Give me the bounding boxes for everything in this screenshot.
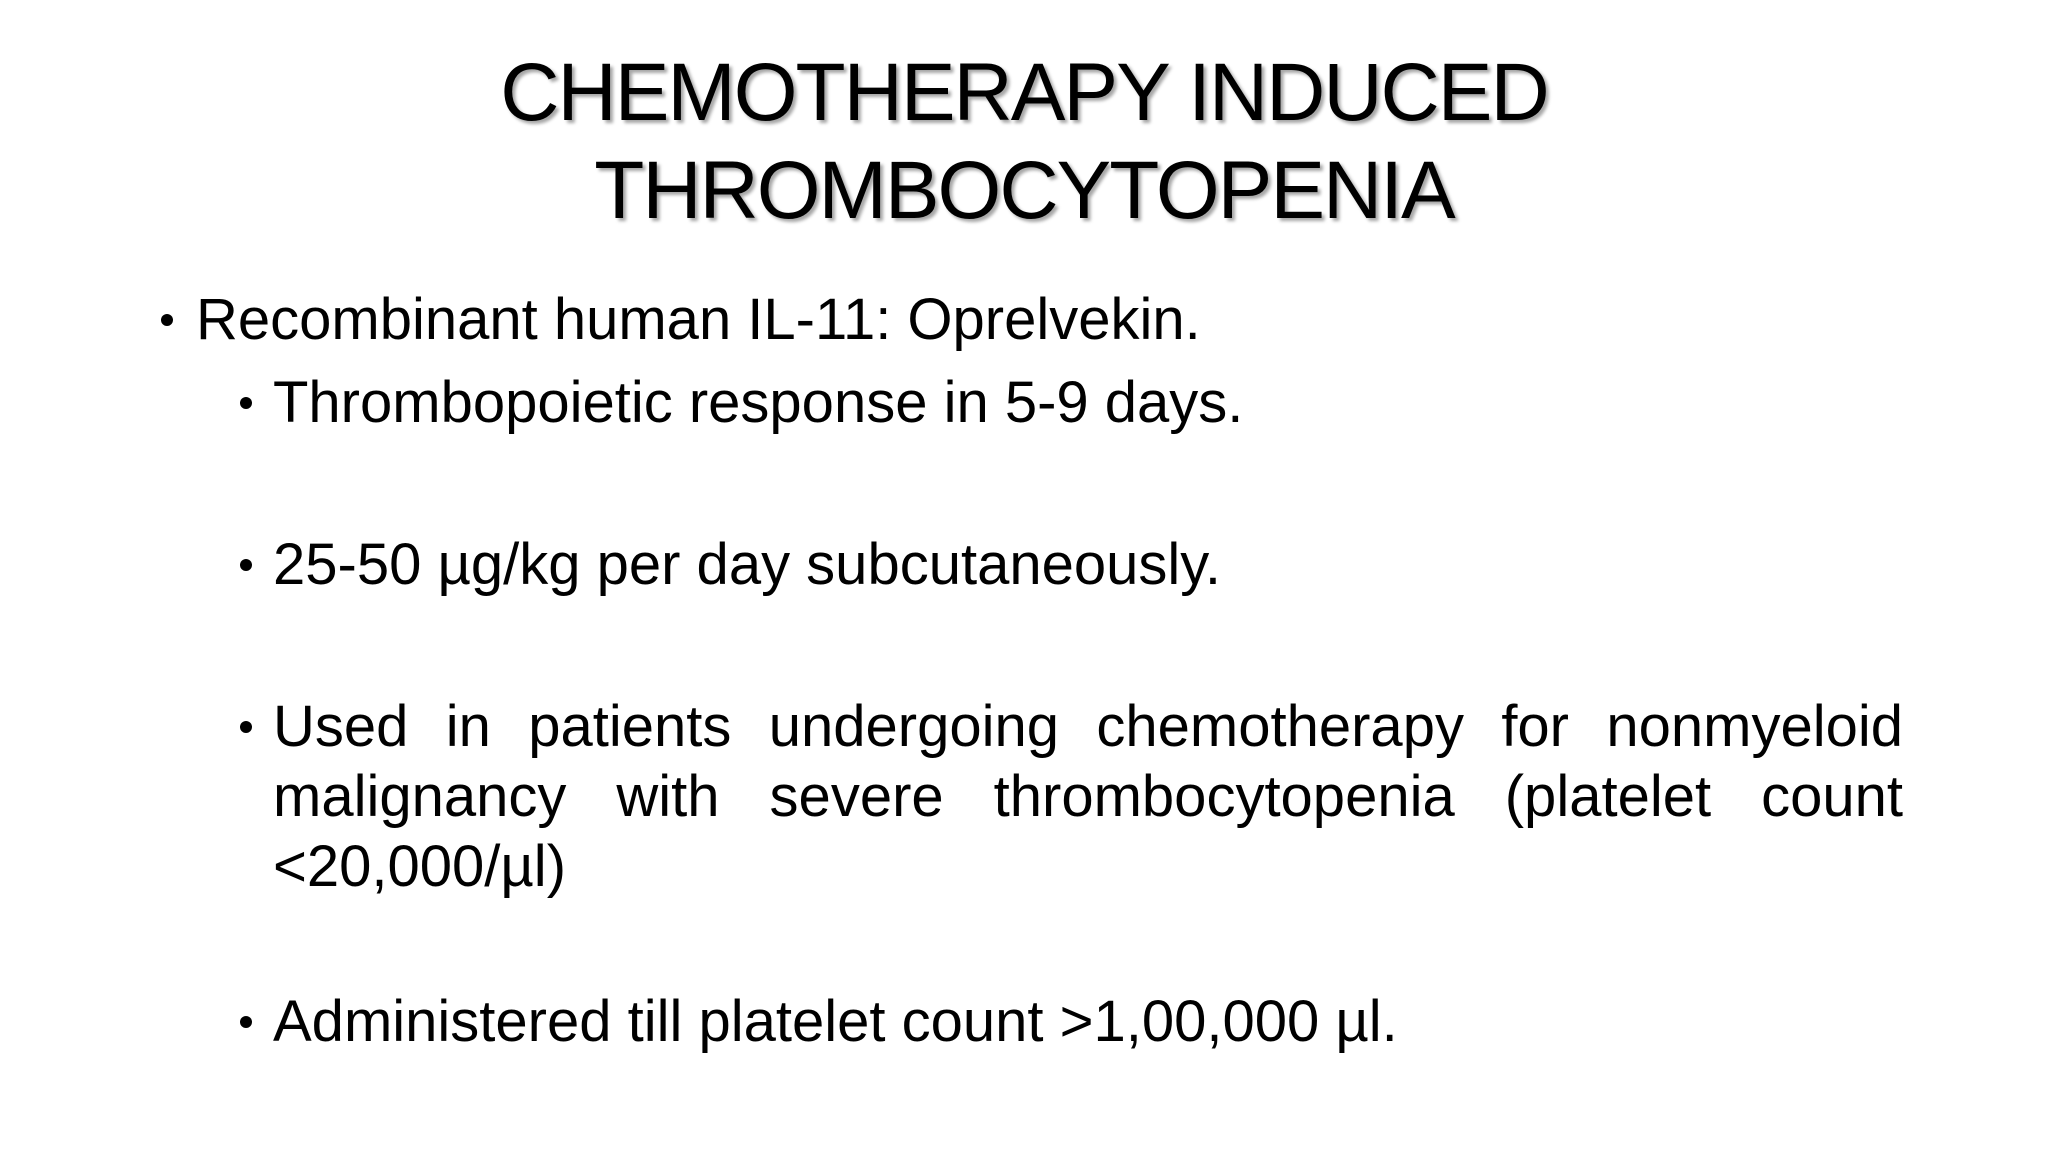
bullet-dot-icon <box>240 721 252 733</box>
sub-bullet-item-1: Thrombopoietic response in 5-9 days. <box>273 370 1244 435</box>
slide-title-line-1: CHEMOTHERAPY INDUCED <box>500 47 1548 138</box>
sub-bullet-item-2: 25-50 µg/kg per day subcutaneously. <box>273 532 1222 597</box>
sub-bullet-item-3: Used in patients undergoing chemotherapy for nonmyeloid malignancy with severe thrombocytopenia (platelet count <20,000/µl) <box>273 694 1903 899</box>
bullet-dot-icon <box>161 314 173 326</box>
slide-title-line-2: THROMBOCYTOPENIA <box>594 145 1454 236</box>
bullet-dot-icon <box>240 559 252 571</box>
sub-bullet-item-4: Administered till platelet count >1,00,000 µl. <box>273 989 1398 1054</box>
bullet-dot-icon <box>240 397 252 409</box>
bullet-item-1: Recombinant human IL-11: Oprelvekin. <box>196 287 1201 352</box>
slide-title <box>0 44 2048 240</box>
bullet-dot-icon <box>240 1016 252 1028</box>
